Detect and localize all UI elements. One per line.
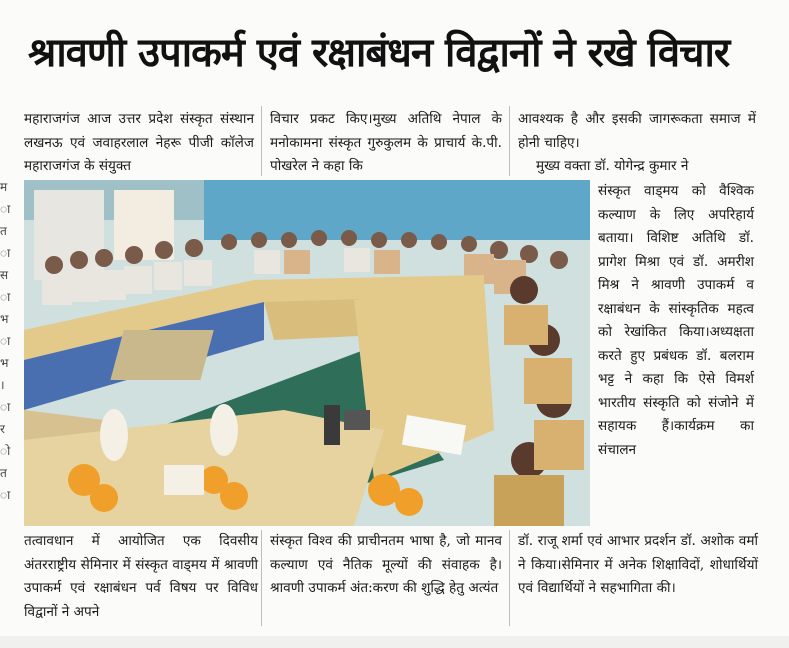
next-article-edge: [0, 636, 789, 648]
margin-glyph: म: [0, 180, 8, 194]
column-1-top: महाराजगंज आज उत्तर प्रदेश संस्कृत संस्थान लखनऊ एवं जवाहरलाल नेहरू पीजी कॉलेज महाराजगंज के संयुक्त: [24, 111, 254, 174]
margin-glyph: ।: [0, 378, 5, 392]
column-3-bottom: डॉ. राजू शर्मा एवं आभार प्रदर्शन डॉ. अशोक वर्मा ने किया।सेमिनार में अनेक शिक्षाविदों, शोधार्थियों एवं विद्यार्थियों ने सहभागिता की।: [518, 533, 758, 596]
seminar-photo: [24, 180, 590, 526]
margin-glyph: र: [0, 422, 5, 436]
margin-glyph: ा: [0, 488, 11, 502]
column-2-bottom: संस्कृत विश्व की प्राचीनतम भाषा है, जो मानव कल्याण एवं नैतिक मूल्यों की संवाहक है। श्रावणी उपाकर्म अंत:करण की शुद्धि हेतु अत्यंत: [270, 533, 502, 596]
margin-glyph: स: [0, 268, 9, 282]
column-2-top: विचार प्रकट किए।मुख्य अतिथि नेपाल के मनोकामना संस्कृत गुरुकुलम के प्राचार्य के.पी. पोखरेल ने कहा कि: [270, 111, 502, 174]
margin-glyph: ा: [0, 290, 11, 304]
margin-glyph: ो: [0, 444, 11, 458]
column-divider: [261, 106, 262, 176]
column-divider: [261, 530, 262, 626]
column-3-top: आवश्यक है और इसकी जागरूकता समाज में होनी चाहिए। मुख्य वक्ता डॉ. योगेन्द्र कुमार ने: [518, 111, 756, 174]
margin-glyph: ा: [0, 246, 11, 260]
column-1-bottom: तत्वावधान में आयोजित एक दिवसीय अंतरराष्ट्रीय सेमिनार में संस्कृत वाड्मय में श्रावणी उपाकर्म एवं रक्षाबंधन पर्व विषय पर विविध विद्वानों ने अपने: [24, 533, 258, 620]
margin-glyph: ा: [0, 202, 11, 216]
margin-glyph: भ: [0, 312, 9, 326]
column-divider: [509, 106, 510, 176]
headline: श्रावणी उपाकर्म एवं रक्षाबंधन विद्वानों ने रखे विचार: [28, 30, 730, 76]
column-3-side: संस्कृत वाड्मय को वैश्विक कल्याण के लिए अपरिहार्य बताया। विशिष्ट अतिथि डॉ. प्रागेश मिश्रा एवं डॉ. अमरीश मिश्र ने श्रावणी उपाकर्म व रक्षाबंधन के सांस्कृतिक महत्व को रेखांकित किया।अध्यक्षता करते हुए प्रबंधक डॉ. बलराम भट्ट ने कहा कि ऐसे विमर्श भारतीय संस्कृति को संजोने में सहायक हैं।कार्यक्रम का संचालन: [598, 183, 754, 458]
margin-glyph: ा: [0, 334, 11, 348]
margin-glyph: त: [0, 466, 7, 480]
margin-glyph: भ: [0, 356, 9, 370]
margin-glyph: त: [0, 224, 7, 238]
seminar-photo-icon: [24, 180, 590, 526]
adjacent-column-fragment: [0, 176, 14, 616]
margin-glyph: ा: [0, 400, 11, 414]
column-divider: [509, 530, 510, 626]
